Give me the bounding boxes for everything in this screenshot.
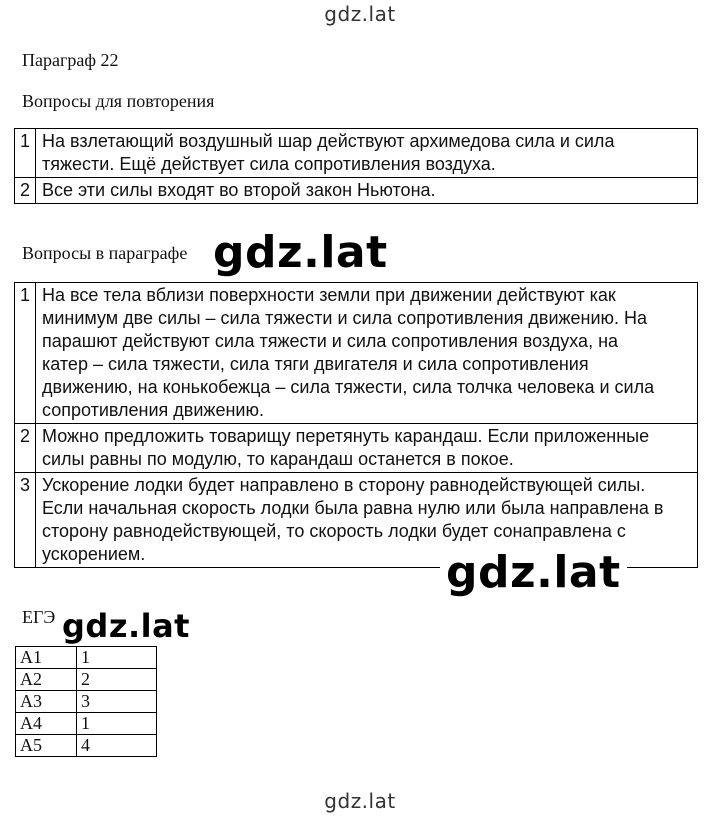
answer-line: Можно предложить товарищу перетянуть карандаш. Если приложенные — [42, 426, 650, 446]
question-cell: А4 — [16, 713, 77, 735]
table-row — [16, 691, 157, 713]
row-number: 1 — [15, 129, 36, 178]
answer-line: сторону равнодействующей, то скорость лодки будет сонаправлена с — [42, 521, 626, 541]
answer-cell: 4 — [77, 735, 157, 757]
row-number: 2 — [15, 424, 36, 473]
table-row — [15, 129, 698, 178]
question-cell: А5 — [16, 735, 77, 757]
table-row — [15, 178, 698, 204]
question-cell: А1 — [16, 647, 77, 669]
in-paragraph-heading: Вопросы в параграфе — [22, 243, 188, 263]
answer-line: ускорением. — [42, 544, 146, 564]
paragraph-title: Параграф 22 — [22, 50, 119, 70]
table-row — [16, 669, 157, 691]
watermark-top: gdz.lat — [324, 2, 396, 26]
table-row — [16, 647, 157, 669]
answer-line: На взлетающий воздушный шар действуют архимедова сила и сила — [42, 131, 615, 151]
answer-cell — [36, 178, 698, 204]
watermark-overlay: gdz.lat — [62, 607, 190, 645]
row-number: 2 — [15, 178, 36, 204]
answer-cell — [36, 129, 698, 178]
review-table — [14, 128, 698, 204]
question-cell: А2 — [16, 669, 77, 691]
table-row — [16, 735, 157, 757]
answer-line: тяжести. Ещё действует сила сопротивления воздуха. — [42, 154, 496, 174]
answer-cell: 1 — [77, 647, 157, 669]
table-row — [15, 283, 698, 424]
answer-line: минимум две силы – сила тяжести и сила сопротивления движению. На — [42, 308, 648, 328]
answer-line: Ускорение лодки будет направлено в сторону равнодействующей силы. — [42, 475, 646, 495]
row-number: 3 — [15, 473, 36, 568]
answer-line: силы равны по модулю, то карандаш останется в покое. — [42, 449, 514, 469]
question-cell: А3 — [16, 691, 77, 713]
answer-cell: 3 — [77, 691, 157, 713]
review-heading: Вопросы для повторения — [22, 91, 215, 111]
answer-line: Все эти силы входят во второй закон Ньютона. — [42, 180, 436, 200]
answer-line: катер – сила тяжести, сила тяги двигателя и сила сопротивления — [42, 354, 589, 374]
ege-heading: ЕГЭ — [22, 607, 56, 627]
answer-line: сопротивления движению. — [42, 400, 264, 420]
watermark-bottom: gdz.lat — [324, 789, 396, 813]
answer-line: движению, на конькобежца – сила тяжести, сила толчка человека и сила — [42, 377, 655, 397]
answer-line: На все тела вблизи поверхности земли при движении действуют как — [42, 285, 616, 305]
row-number: 1 — [15, 283, 36, 424]
in-paragraph-table — [14, 282, 698, 568]
watermark-overlay: gdz.lat — [213, 227, 388, 278]
answer-cell — [36, 424, 698, 473]
table-row — [16, 713, 157, 735]
answer-line: Если начальная скорость лодки была равна нулю или была направлена в — [42, 498, 664, 518]
answer-cell: 2 — [77, 669, 157, 691]
answer-cell: 1 — [77, 713, 157, 735]
watermark-overlay: gdz.lat — [440, 551, 627, 595]
ege-table — [15, 646, 157, 757]
answer-cell — [36, 283, 698, 424]
answer-line: парашют действуют сила тяжести и сила сопротивления воздуха, на — [42, 331, 619, 351]
table-row — [15, 424, 698, 473]
